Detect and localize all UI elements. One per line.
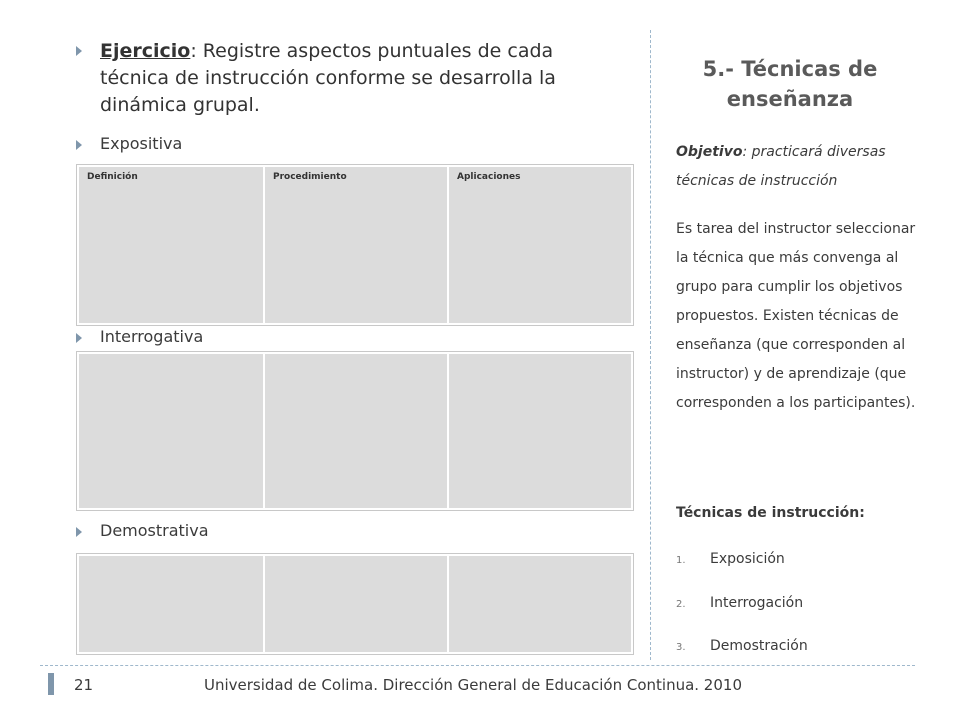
table-expositiva (76, 164, 634, 326)
bullet-icon (76, 140, 82, 150)
list-item (676, 638, 808, 654)
list-number: 1. (676, 555, 686, 566)
table-interrogativa (76, 351, 634, 511)
exercise-label: Ejercicio (100, 40, 191, 62)
list-item (676, 551, 785, 567)
footer-divider (40, 665, 915, 666)
list-label: Exposición (710, 551, 785, 567)
slide-title: 5.- Técnicas de enseñanza (702, 57, 878, 111)
description-paragraph: Es tarea del instructor seleccionar la técnica que más convenga al grupo para cumplir los objetivos propuestos. Existen técnicas de enseñanza (que corresponden al instructor) y de aprendizaje (que corresponden a los participantes). (676, 221, 916, 411)
exercise-paragraph (100, 38, 620, 119)
objective-label: Objetivo (676, 144, 743, 160)
page-number: 21 (74, 676, 94, 694)
header-cell: Aplicaciones (449, 167, 631, 323)
list-label: Interrogación (710, 595, 804, 611)
list-number: 2. (676, 599, 686, 610)
table-cell (265, 354, 447, 508)
section-label-expositiva: Expositiva (100, 134, 183, 153)
list-label: Demostración (710, 638, 808, 654)
exercise-text: : Registre aspectos puntuales de cada técnica de instrucción conforme se desarrolla la dinámica grupal. (100, 40, 556, 116)
objective-text: : practicará diversas técnicas de instrucción (676, 144, 886, 189)
section-label-interrogativa: Interrogativa (100, 327, 204, 346)
table-cell (449, 556, 631, 652)
bullet-icon (76, 46, 82, 56)
list-item (676, 595, 803, 611)
bullet-icon (76, 527, 82, 537)
header-cell: Definición (79, 167, 263, 323)
table-demostrativa (76, 553, 634, 655)
table-cell (79, 354, 263, 508)
vertical-divider (650, 30, 651, 660)
objective-paragraph (676, 138, 926, 196)
footer-accent-bar (48, 673, 54, 695)
header-cell: Procedimiento (265, 167, 447, 323)
bullet-icon (76, 333, 82, 343)
section-label-demostrativa: Demostrativa (100, 521, 209, 540)
table-cell (265, 556, 447, 652)
table-cell (449, 354, 631, 508)
table-cell (79, 556, 263, 652)
list-number: 3. (676, 642, 686, 653)
techniques-heading: Técnicas de instrucción: (676, 505, 865, 521)
footer-text: Universidad de Colima. Dirección General de Educación Continua. 2010 (204, 676, 742, 694)
